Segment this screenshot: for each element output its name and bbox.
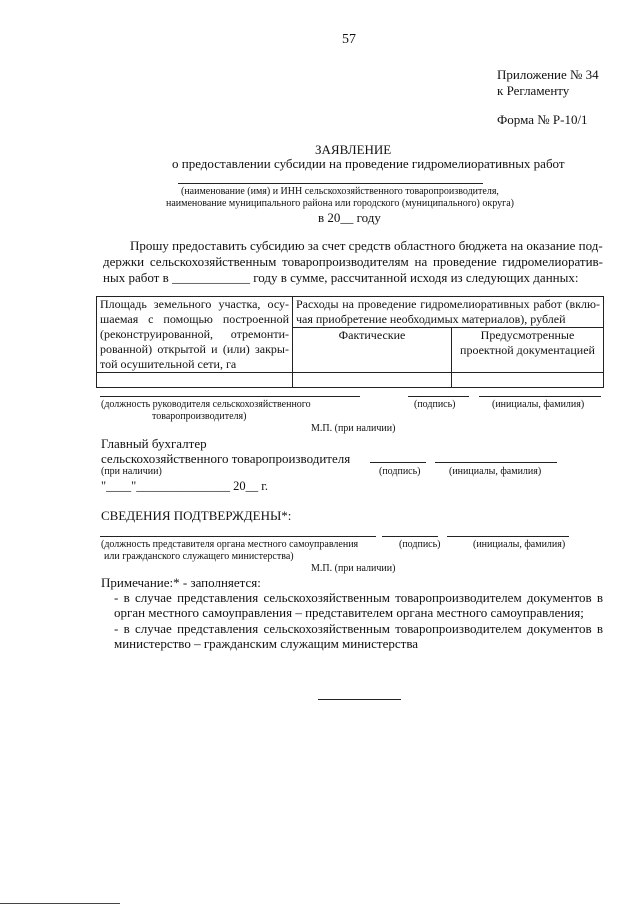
- area-header-line: Площадь земельного участка, осу-: [100, 297, 289, 311]
- area-header-line: той осушительной сети, га: [100, 357, 237, 371]
- note-item-2-line-2: министерство – гражданским служащим министерства: [114, 636, 419, 651]
- confirmation-title: СВЕДЕНИЯ ПОДТВЕРЖДЕНЫ*:: [101, 508, 292, 523]
- representative-position-line[interactable]: [100, 536, 376, 537]
- applicant-caption-line-2: наименование муниципального района или городского (муниципального) округа): [166, 198, 514, 209]
- representative-initials-line[interactable]: [447, 536, 569, 537]
- area-header-line: (реконструированной, отремонти-: [100, 327, 289, 341]
- area-header-line: шаемая с помощью построенной: [100, 312, 289, 326]
- appendix-line-2: к Регламенту: [497, 83, 570, 98]
- planned-header-cell: [452, 328, 604, 373]
- head-initials-label: (инициалы, фамилия): [492, 399, 585, 410]
- applicant-name-line[interactable]: [178, 183, 483, 184]
- document-title: ЗАЯВЛЕНИЕ: [315, 142, 392, 157]
- actual-value-cell[interactable]: [293, 373, 452, 388]
- closing-separator: [318, 699, 401, 700]
- accountant-initials-line[interactable]: [435, 462, 557, 463]
- year-line: в 20__ году: [318, 210, 381, 225]
- accountant-if-any: (при наличии): [101, 466, 162, 477]
- page-number: 57: [342, 32, 356, 47]
- head-caption-line-2: товаропроизводителя): [152, 411, 247, 422]
- applicant-caption-line-1: (наименование (имя) и ИНН сельскохозяйственного товаропроизводителя,: [181, 186, 499, 197]
- head-signature-label: (подпись): [414, 399, 456, 410]
- date-line[interactable]: "____"_______________ 20__ г.: [101, 479, 269, 493]
- note-title: Примечание:* - заполняется:: [101, 575, 261, 590]
- costs-header-cell: [293, 297, 604, 328]
- head-position-line[interactable]: [100, 396, 360, 397]
- representative-seal-label: М.П. (при наличии): [311, 563, 396, 574]
- form-number: Форма № Р-10/1: [497, 112, 588, 127]
- representative-caption-line-2: или гражданского служащего министерства): [104, 551, 294, 562]
- note-item-1-line-1: - в случае представления сельскохозяйственным товаропроизводителем документов в: [114, 590, 603, 605]
- planned-header-line-2: проектной документацией: [460, 343, 595, 357]
- area-value-cell[interactable]: [97, 373, 293, 388]
- request-line-1: Прошу предоставить субсидию за счет средств областного бюджета на оказание под-: [130, 238, 603, 253]
- note-item-1-line-2: орган местного самоуправления – представителем органа местного самоуправления;: [114, 605, 584, 620]
- costs-header-line-2: чая приобретение необходимых материалов), рублей: [296, 312, 566, 326]
- head-seal-label: М.П. (при наличии): [311, 423, 396, 434]
- actual-header: Фактические: [338, 328, 406, 342]
- head-caption-line-1: (должность руководителя сельскохозяйственного: [101, 399, 311, 410]
- representative-initials-label: (инициалы, фамилия): [473, 539, 566, 550]
- data-table: [96, 296, 604, 388]
- accountant-signature-label: (подпись): [379, 466, 421, 477]
- area-header-line: рованной) открытой и (или) закры-: [100, 342, 289, 356]
- representative-signature-line[interactable]: [382, 536, 438, 537]
- area-header-cell: [97, 297, 293, 373]
- representative-signature-label: (подпись): [399, 539, 441, 550]
- representative-caption-line-1: (должность представителя органа местного самоуправления: [101, 539, 359, 550]
- accountant-signature-line[interactable]: [370, 462, 426, 463]
- planned-value-cell[interactable]: [452, 373, 604, 388]
- note-item-2-line-1: - в случае представления сельскохозяйственным товаропроизводителем документов в: [114, 621, 603, 636]
- accountant-line-2: сельскохозяйственного товаропроизводителя: [101, 451, 351, 466]
- request-line-2: держки сельскохозяйственным товаропроизводителям на проведение гидромелиоратив-: [103, 254, 603, 269]
- scan-edge-line: [0, 903, 120, 904]
- planned-header-line-1: Предусмотренные: [480, 328, 575, 342]
- appendix-line-1: Приложение № 34: [497, 67, 599, 82]
- accountant-initials-label: (инициалы, фамилия): [449, 466, 542, 477]
- accountant-line-1: Главный бухгалтер: [101, 436, 207, 451]
- request-line-3: ных работ в ____________ году в сумме, рассчитанной исходя из следующих данных:: [103, 270, 579, 285]
- document-subtitle: о предоставлении субсидии на проведение гидромелиоративных работ: [172, 156, 565, 171]
- costs-header-line-1: Расходы на проведение гидромелиоративных работ (вклю-: [296, 297, 600, 311]
- head-signature-line[interactable]: [408, 396, 469, 397]
- head-initials-line[interactable]: [479, 396, 601, 397]
- actual-header-cell: [293, 328, 452, 373]
